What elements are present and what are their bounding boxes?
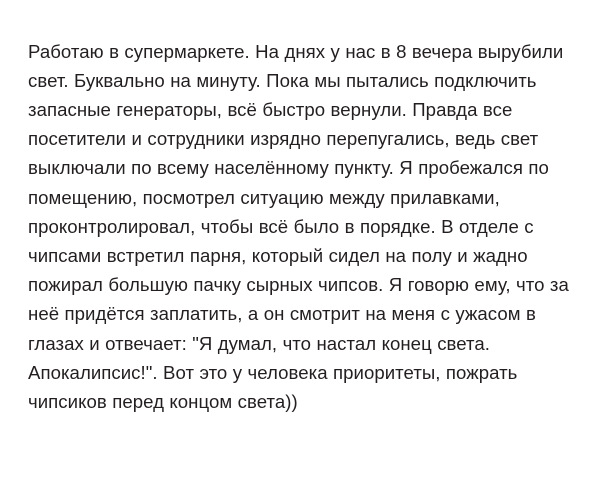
story-body-text: Работаю в супермаркете. На днях у нас в 8 вечера вырубили свет. Буквально на минуту. Пока мы пытались подключить запасные генераторы, всё быстро вернули. Правда все посетители и сотрудники изрядно перепугались, ведь свет выключали по всему населённому пункту. Я пробежался по помещению, посмотрел ситуацию между прилавками, проконтролировал, чтобы всё было в порядке. В отделе с чипсами встретил парня, который сидел на полу и жадно пожирал большую пачку сырных чипсов. Я говорю ему, что за неё придётся заплатить, а он смотрит на меня с ужасом в глазах и отвечает: "Я думал, что настал конец света. Апокалипсис!". Вот это у человека приоритеты, пожрать чипсиков перед концом света)) [28,40,575,413]
